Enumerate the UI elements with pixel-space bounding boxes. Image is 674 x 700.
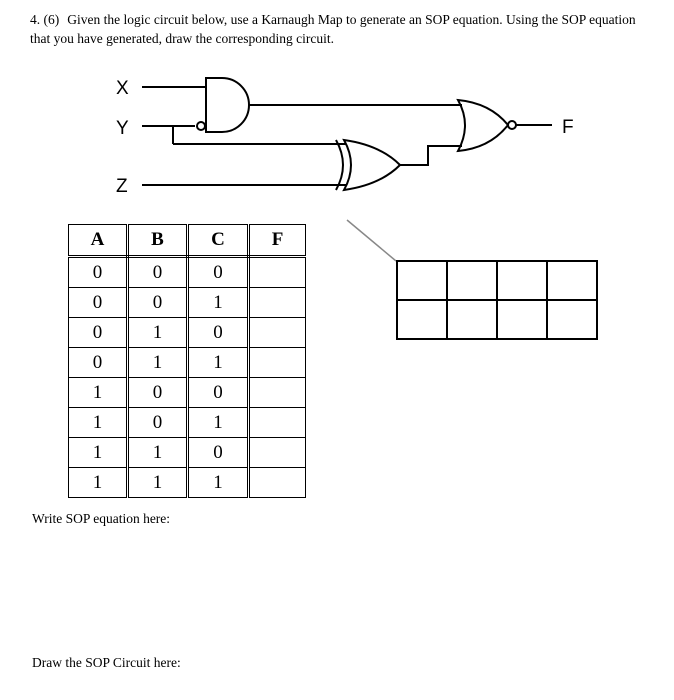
cell-b: 1 xyxy=(128,318,188,348)
cell-a: 1 xyxy=(69,378,128,408)
cell-c: 1 xyxy=(188,348,249,378)
kmap-cell[interactable] xyxy=(547,300,597,339)
header-f: F xyxy=(249,225,306,257)
kmap-diagonal xyxy=(347,220,396,261)
input-label-z: Z xyxy=(116,176,128,197)
sop-circuit-label: Draw the SOP Circuit here: xyxy=(32,655,181,670)
input-label-x: X xyxy=(116,78,129,99)
cell-c: 1 xyxy=(188,288,249,318)
cell-c: 0 xyxy=(188,257,249,288)
kmap-cell[interactable] xyxy=(447,261,497,300)
input-label-y: Y xyxy=(116,118,129,139)
cell-a: 0 xyxy=(69,257,128,288)
cell-a: 0 xyxy=(69,288,128,318)
cell-b: 0 xyxy=(128,378,188,408)
cell-c: 0 xyxy=(188,378,249,408)
cell-a: 1 xyxy=(69,468,128,498)
question-body: Given the logic circuit below, use a Karnaugh Map to generate an SOP equation. Using the SOP equation that you have generated, draw the corresponding circuit. xyxy=(30,12,636,46)
cell-b: 0 xyxy=(128,288,188,318)
question-number: 4. (6) xyxy=(30,12,60,27)
kmap-row xyxy=(397,300,597,339)
sop-equation-label: Write SOP equation here: xyxy=(32,511,171,526)
cell-b: 1 xyxy=(128,348,188,378)
cell-c: 1 xyxy=(188,408,249,438)
header-a: A xyxy=(69,225,128,257)
cell-c: 0 xyxy=(188,438,249,468)
kmap-cell[interactable] xyxy=(497,261,547,300)
karnaugh-map xyxy=(396,260,598,340)
kmap-cell[interactable] xyxy=(397,261,447,300)
kmap-cell[interactable] xyxy=(447,300,497,339)
header-b: B xyxy=(128,225,188,257)
header-c: C xyxy=(188,225,249,257)
cell-b: 1 xyxy=(128,468,188,498)
kmap-cell[interactable] xyxy=(547,261,597,300)
cell-a: 1 xyxy=(69,408,128,438)
cell-a: 1 xyxy=(69,438,128,468)
cell-a: 0 xyxy=(69,318,128,348)
cell-c: 0 xyxy=(188,318,249,348)
cell-b: 1 xyxy=(128,438,188,468)
kmap-cell[interactable] xyxy=(497,300,547,339)
kmap-cell[interactable] xyxy=(397,300,447,339)
kmap-row xyxy=(397,261,597,300)
output-label-f: F xyxy=(562,117,574,138)
cell-a: 0 xyxy=(69,348,128,378)
cell-b: 0 xyxy=(128,257,188,288)
cell-c: 1 xyxy=(188,468,249,498)
cell-b: 0 xyxy=(128,408,188,438)
